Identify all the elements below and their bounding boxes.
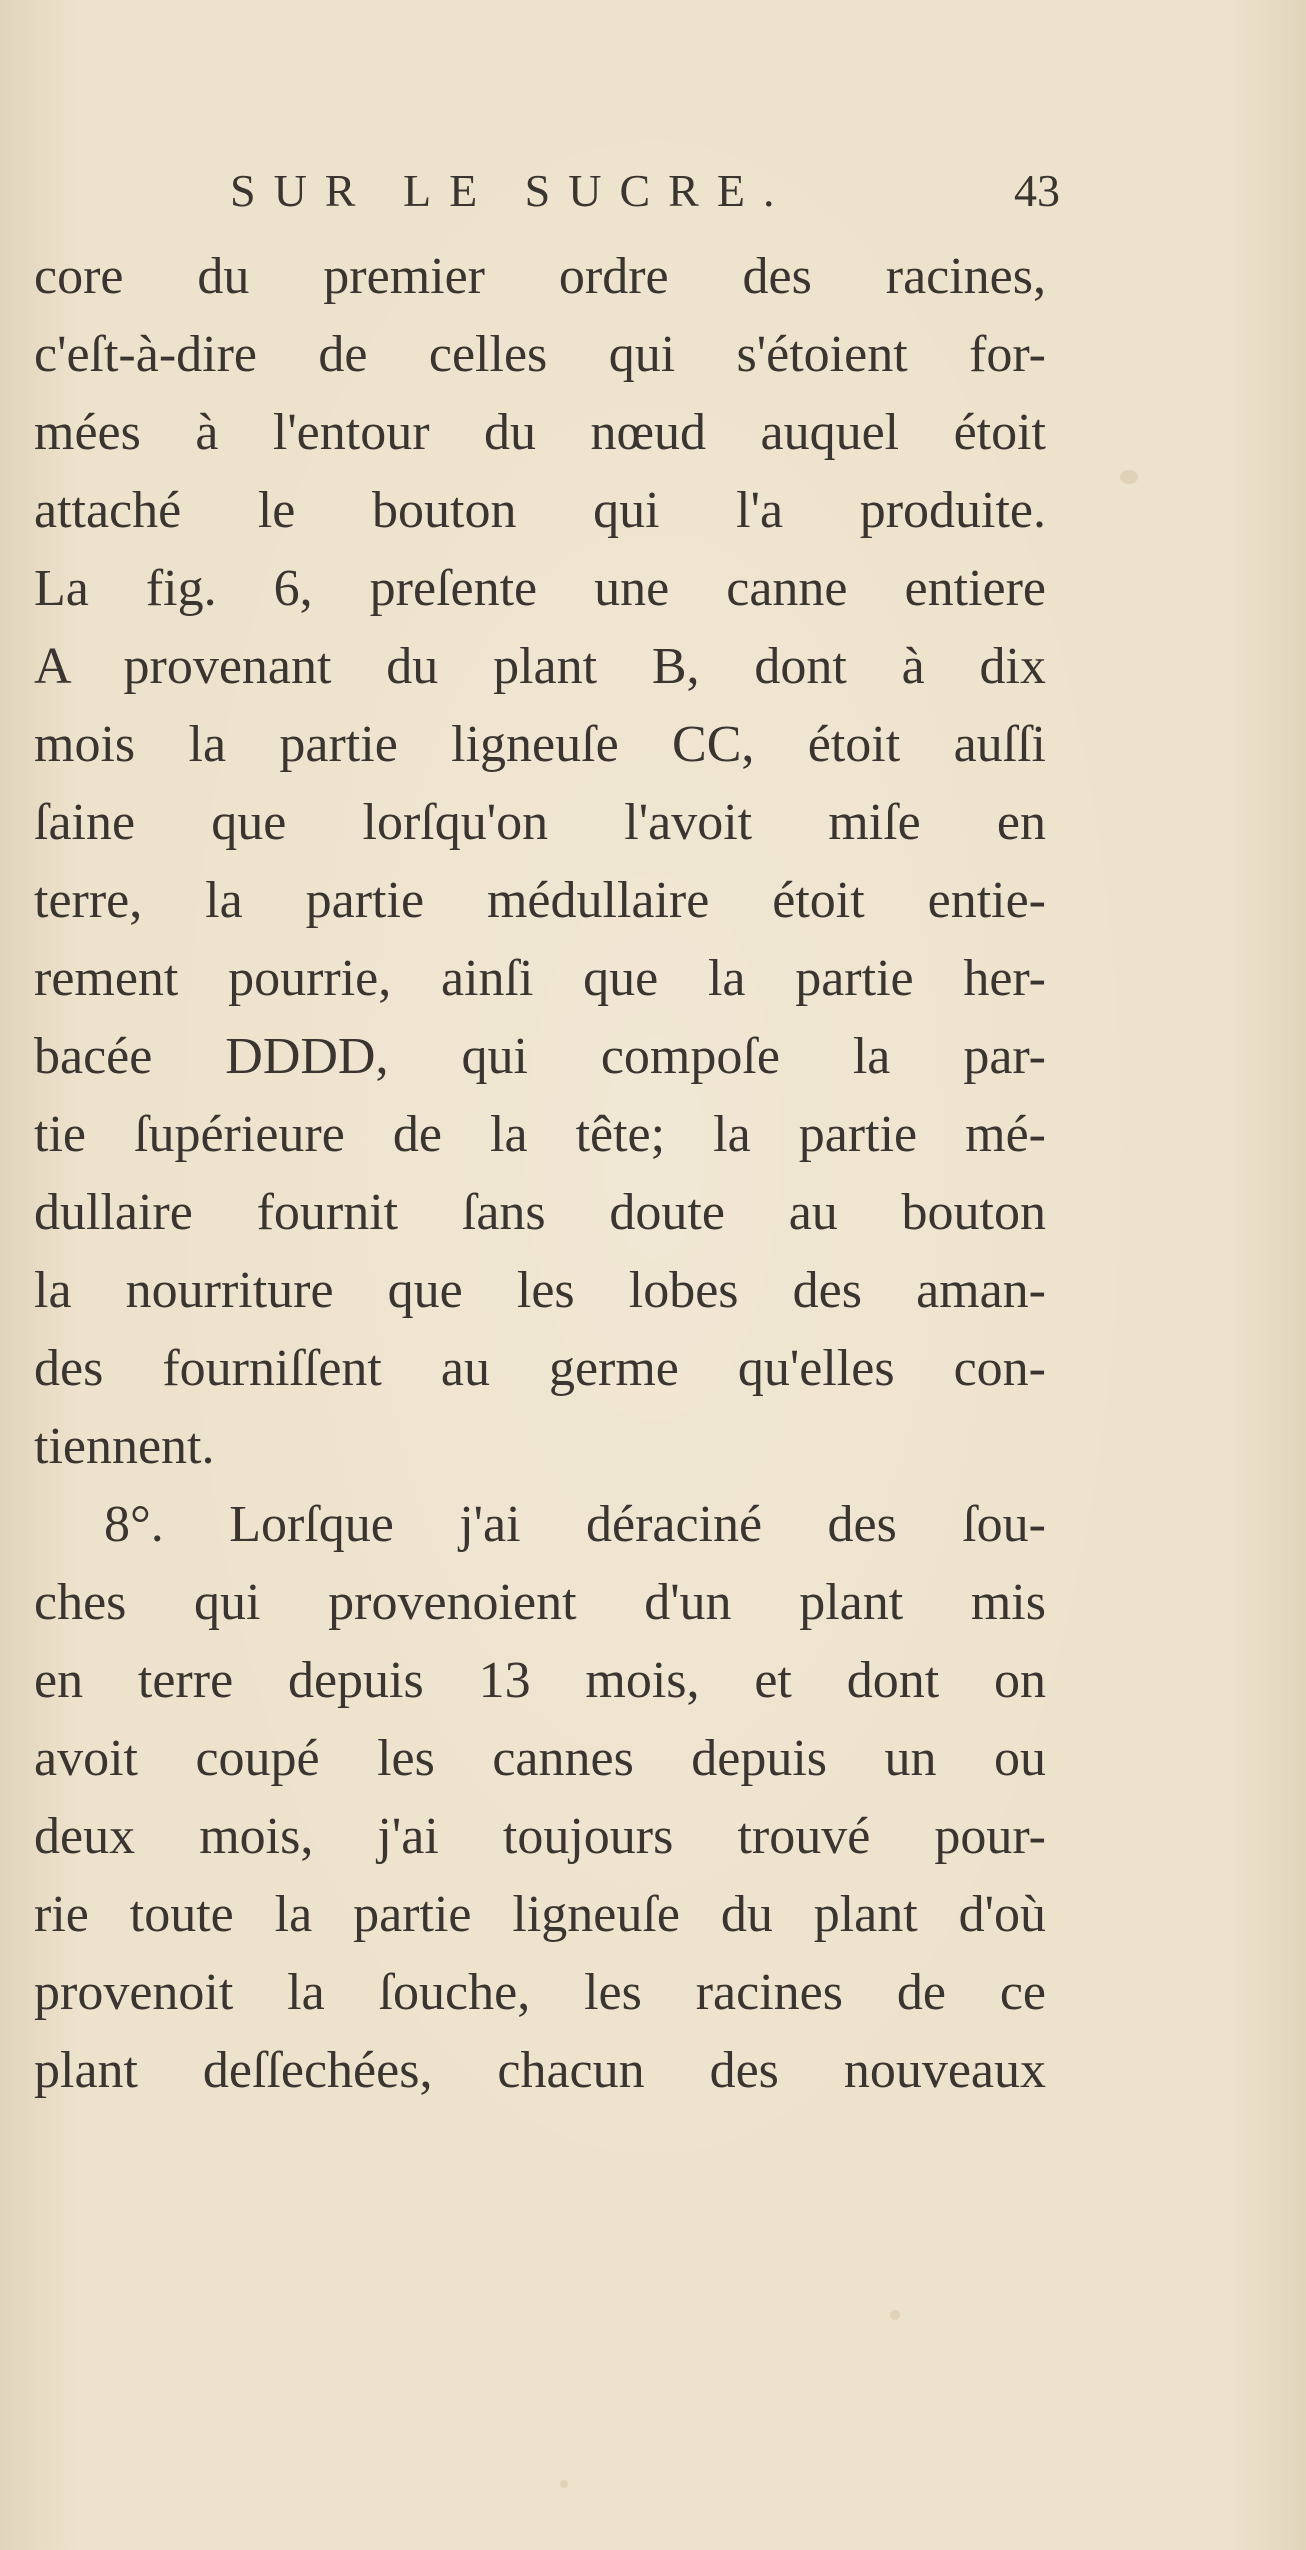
text-line: La fig. 6, preſente une canne entiere bbox=[34, 560, 1046, 617]
text-line: 8°. Lorſque j'ai déraciné des ſou- bbox=[104, 1496, 1046, 1553]
text-line: la nourriture que les lobes des aman- bbox=[34, 1262, 1046, 1319]
text-line: dullaire fournit ſans doute au bouton bbox=[34, 1184, 1046, 1241]
text-line: c'eſt-à-dire de celles qui s'étoient for- bbox=[34, 326, 1046, 383]
body-text bbox=[34, 238, 1046, 2110]
text-line: bacée DDDD, qui compoſe la par- bbox=[34, 1028, 1046, 1085]
text-line: tie ſupérieure de la tête; la partie mé- bbox=[34, 1106, 1046, 1163]
paper-foxing-spot bbox=[890, 2310, 900, 2320]
text-line: mées à l'entour du nœud auquel étoit bbox=[34, 404, 1046, 461]
page-number: 43 bbox=[1014, 165, 1060, 216]
paper-foxing-spot bbox=[560, 2480, 568, 2488]
paragraph bbox=[34, 238, 1046, 1486]
text-line: A provenant du plant B, dont à dix bbox=[34, 638, 1046, 695]
text-line: rie toute la partie ligneuſe du plant d'où bbox=[34, 1886, 1046, 1943]
running-title: SUR LE SUCRE. bbox=[230, 165, 793, 216]
text-line: tiennent. bbox=[34, 1418, 215, 1475]
text-line: attaché le bouton qui l'a produite. bbox=[34, 482, 1046, 539]
text-line: mois la partie ligneuſe CC, étoit auſſi bbox=[34, 716, 1046, 773]
text-line: en terre depuis 13 mois, et dont on bbox=[34, 1652, 1046, 1709]
text-line: ſaine que lorſqu'on l'avoit miſe en bbox=[34, 794, 1046, 851]
paper-foxing-spot bbox=[1120, 470, 1138, 484]
text-line: core du premier ordre des racines, bbox=[34, 248, 1046, 305]
text-line: plant deſſechées, chacun des nouveaux bbox=[34, 2042, 1046, 2099]
text-line: avoit coupé les cannes depuis un ou bbox=[34, 1730, 1046, 1787]
text-line: des fourniſſent au germe qu'elles con- bbox=[34, 1340, 1046, 1397]
text-line: rement pourrie, ainſi que la partie her- bbox=[34, 950, 1046, 1007]
paragraph bbox=[34, 1486, 1046, 2110]
text-line: provenoit la ſouche, les racines de ce bbox=[34, 1964, 1046, 2021]
text-line: deux mois, j'ai toujours trouvé pour- bbox=[34, 1808, 1046, 1865]
page-header bbox=[230, 148, 1060, 218]
text-line: ches qui provenoient d'un plant mis bbox=[34, 1574, 1046, 1631]
text-line: terre, la partie médullaire étoit entie- bbox=[34, 872, 1046, 929]
